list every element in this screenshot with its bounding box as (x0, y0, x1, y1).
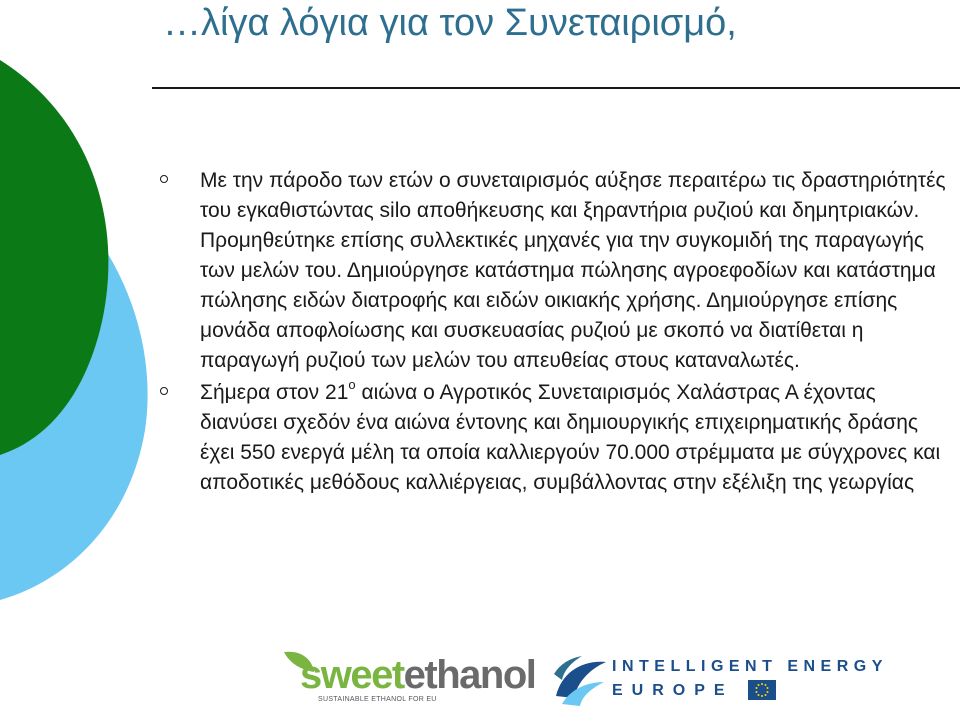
circle-bullet-icon (160, 175, 168, 183)
bullet-text-2-start: Σήμερα στον 21 (200, 381, 349, 404)
decorative-left-shapes (0, 0, 160, 716)
circle-bullet-icon (160, 387, 168, 395)
iee-line-1: INTELLIGENT ENERGY (612, 658, 888, 675)
bullet-text-2-end: αιώνα ο Αγροτικός Συνεταιρισμός Χαλάστρας Α έχοντας διανύσει σχεδόν ένα αιώνα έντονης και δημιουργικής επιχειρηματικής δράσης έχει 550 ενεργά μέλη τα οποία καλλιεργούν 70.000 στρέμματα με σύγχρονες και αποδοτικές μεθόδους καλλιέργειας, συμβάλλοντας στην εξέλιξη της γεωργίας (200, 381, 941, 494)
bullet-text-1: Με την πάροδο των ετών ο συνεταιρισμός αύξησε περαιτέρω τις δραστηριότητές του εγκαθιστώντας silo αποθήκευσης και ξηραντήρια ρυζιού και δημητριακών. Προμηθεύτηκε επίσης συλλεκτικές μηχανές για την συγκομιδή της παραγωγής των μελών του. Δημιούργησε κατάστημα πώλησης αγροεφοδίων και κατάστημα πώλησης ειδών διατροφής και ειδών οικιακής χρήσης. Δημιούργησε επίσης μονάδα αποφλοίωσης και συσκευασίας ρυζιού με σκοπό να διατίθεται η παραγωγή ρυζιού των μελών του απευθείας στους καταναλωτές. (200, 169, 946, 372)
superscript-ordinal: ο (348, 377, 356, 392)
eu-flag-icon (748, 680, 776, 700)
sweethanol-logo (282, 648, 536, 708)
intelligent-energy-europe-logo (552, 652, 952, 712)
slide-title: …λίγα λόγια για τον Συνεταιρισμό, (163, 2, 737, 44)
bullet-list (160, 166, 950, 500)
bullet-item-1 (160, 166, 950, 376)
swirl-icon (552, 652, 610, 708)
sweethanol-wordmark: sweetethanol (300, 653, 536, 697)
iee-line-2: EUROPE (612, 682, 734, 699)
bullet-item-2 (160, 378, 950, 498)
sweethanol-tagline: SUSTAINABLE ETHANOL FOR EU (318, 696, 437, 703)
title-divider (152, 87, 960, 89)
